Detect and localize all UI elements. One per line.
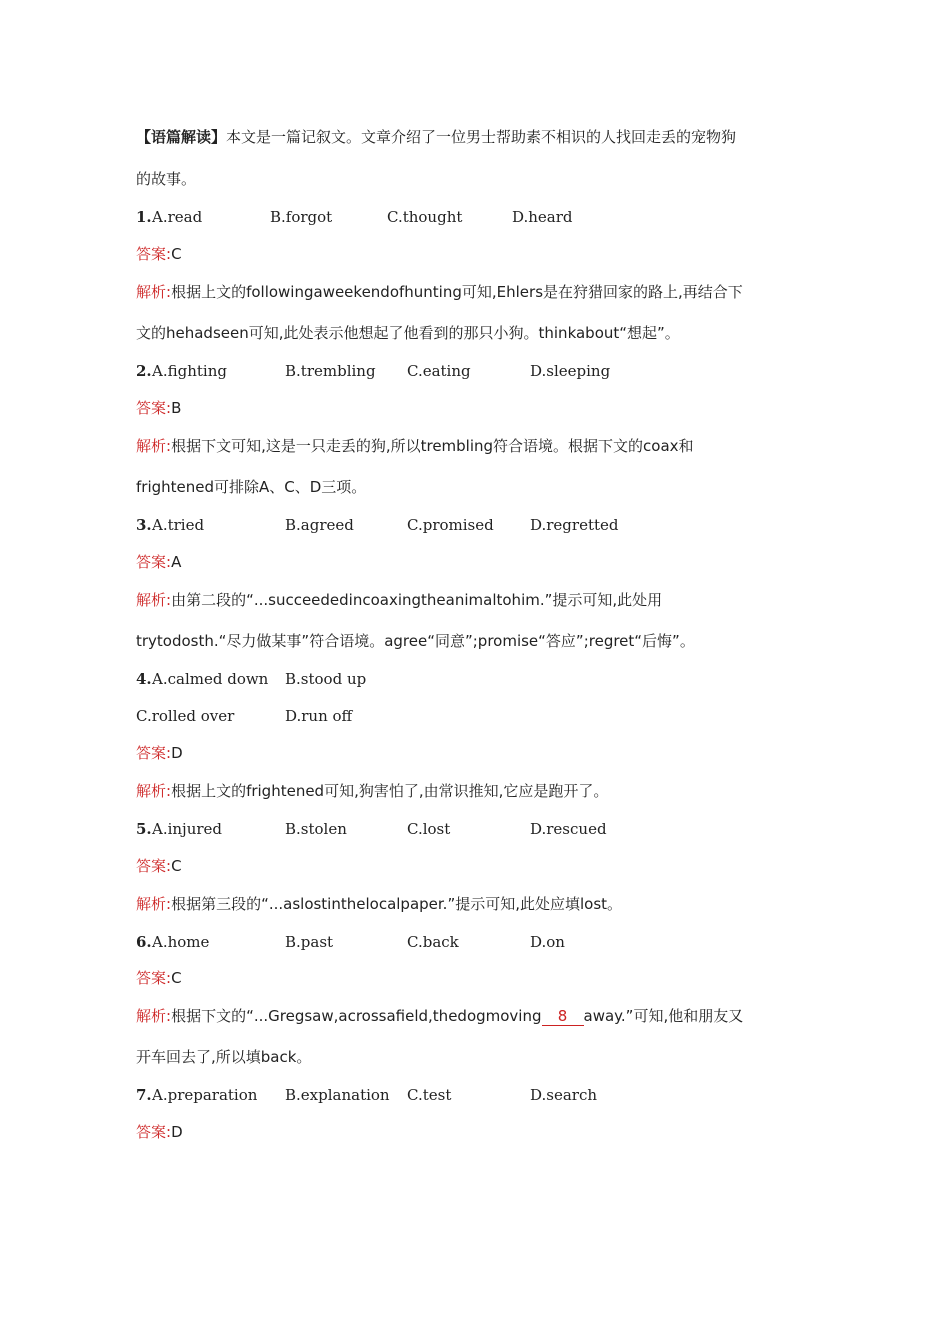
option-d: D.sleeping <box>530 362 611 380</box>
analysis-text: 根据上文的followingaweekendofhunting可知,Ehlers是在狩猎回家的路上,再结合下 <box>171 283 743 301</box>
answer-label: 答案: <box>136 553 172 571</box>
option-a: A.read <box>152 208 203 226</box>
analysis-text: 根据上文的frightened可知,狗害怕了,由常识推知,它应是跑开了。 <box>171 782 609 800</box>
question-number: 5. <box>136 820 152 838</box>
option-b: B.trembling <box>285 362 376 380</box>
answer-2 <box>136 398 181 418</box>
answer-label: 答案: <box>136 857 172 875</box>
analysis-2-line2: frightened可排除A、C、D三项。 <box>136 478 367 496</box>
analysis-text: 根据下文可知,这是一只走丢的狗,所以trembling符合语境。根据下文的coax和 <box>171 437 694 455</box>
answer-3 <box>136 552 181 572</box>
answer-value: C <box>171 245 182 263</box>
answer-value: C <box>171 857 182 875</box>
option-b: B.explanation <box>285 1086 390 1104</box>
analysis-label: 解析: <box>136 437 172 455</box>
analysis-label: 解析: <box>136 283 172 301</box>
question-4-row1 <box>136 669 367 689</box>
analysis-3-line2: trytodosth.“尽力做某事”符合语境。agree“同意”;promise“答应”;regret“后悔”。 <box>136 632 695 650</box>
question-number: 1. <box>136 208 152 226</box>
question-number: 4. <box>136 670 152 688</box>
option-a: A.home <box>152 933 210 951</box>
analysis-text: 由第二段的“...succeededincoaxingtheanimaltohim.”提示可知,此处用 <box>171 591 663 609</box>
intro-text-line1: 本文是一篇记叙文。文章介绍了一位男士帮助素不相识的人找回走丢的宠物狗 <box>226 128 737 146</box>
passage-intro <box>136 127 736 147</box>
option-a: A.preparation <box>152 1086 258 1104</box>
question-7 <box>136 1085 598 1105</box>
option-c: C.back <box>407 933 459 951</box>
analysis-3-line1 <box>136 590 662 610</box>
question-5 <box>136 819 607 839</box>
question-3 <box>136 515 619 535</box>
question-number: 2. <box>136 362 152 380</box>
option-c: C.lost <box>407 820 451 838</box>
answer-label: 答案: <box>136 744 172 762</box>
blank-reference: 8 <box>542 1008 584 1026</box>
answer-value: D <box>171 744 183 762</box>
analysis-1-line2: 文的hehadseen可知,此处表示他想起了他看到的那只小狗。thinkabout“想起”。 <box>136 324 680 342</box>
question-number: 6. <box>136 933 152 951</box>
answer-label: 答案: <box>136 969 172 987</box>
option-c: C.eating <box>407 362 471 380</box>
option-d: D.regretted <box>530 516 619 534</box>
option-b: B.stood up <box>285 670 367 688</box>
answer-7 <box>136 1122 183 1142</box>
question-1 <box>136 207 573 227</box>
analysis-6-line1 <box>136 1006 743 1026</box>
answer-value: B <box>171 399 182 417</box>
option-a: A.calmed down <box>152 670 269 688</box>
analysis-2-line1 <box>136 436 694 456</box>
answer-label: 答案: <box>136 245 172 263</box>
option-b: B.stolen <box>285 820 347 838</box>
answer-value: D <box>171 1123 183 1141</box>
option-d: D.search <box>530 1086 598 1104</box>
analysis-4-line1 <box>136 781 608 801</box>
option-c: C.promised <box>407 516 494 534</box>
analysis-text: 根据第三段的“...aslostinthelocalpaper.”提示可知,此处应填lost。 <box>171 895 623 913</box>
option-b: B.agreed <box>285 516 354 534</box>
answer-value: C <box>171 969 182 987</box>
analysis-label: 解析: <box>136 1007 172 1025</box>
intro-label: 【语篇解读】 <box>136 128 227 146</box>
answer-4 <box>136 743 183 763</box>
analysis-1-line1 <box>136 282 743 302</box>
option-d: D.rescued <box>530 820 607 838</box>
answer-6 <box>136 968 182 988</box>
question-number: 7. <box>136 1086 152 1104</box>
analysis-5-line1 <box>136 894 622 914</box>
question-number: 3. <box>136 516 152 534</box>
option-c: C.test <box>407 1086 452 1104</box>
option-d: D.heard <box>512 208 573 226</box>
analysis-6-line2: 开车回去了,所以填back。 <box>136 1048 312 1066</box>
analysis-text-cont: away.”可知,他和朋友又 <box>583 1007 744 1025</box>
analysis-label: 解析: <box>136 782 172 800</box>
option-a: A.fighting <box>152 362 227 380</box>
option-c: C.thought <box>387 208 463 226</box>
question-6 <box>136 932 565 952</box>
question-2 <box>136 361 611 381</box>
option-b: B.forgot <box>270 208 333 226</box>
intro-text-line2: 的故事。 <box>136 170 197 188</box>
option-d: D.on <box>530 933 565 951</box>
option-d: D.run off <box>285 707 353 725</box>
analysis-text: 根据下文的“...Gregsaw,acrossafield,thedogmoving <box>171 1007 542 1025</box>
answer-value: A <box>171 553 182 571</box>
option-b: B.past <box>285 933 334 951</box>
analysis-label: 解析: <box>136 591 172 609</box>
answer-5 <box>136 856 182 876</box>
answer-1 <box>136 244 182 264</box>
answer-label: 答案: <box>136 399 172 417</box>
answer-label: 答案: <box>136 1123 172 1141</box>
option-a: A.tried <box>152 516 205 534</box>
analysis-label: 解析: <box>136 895 172 913</box>
option-a: A.injured <box>152 820 223 838</box>
option-c: C.rolled over <box>136 707 235 725</box>
